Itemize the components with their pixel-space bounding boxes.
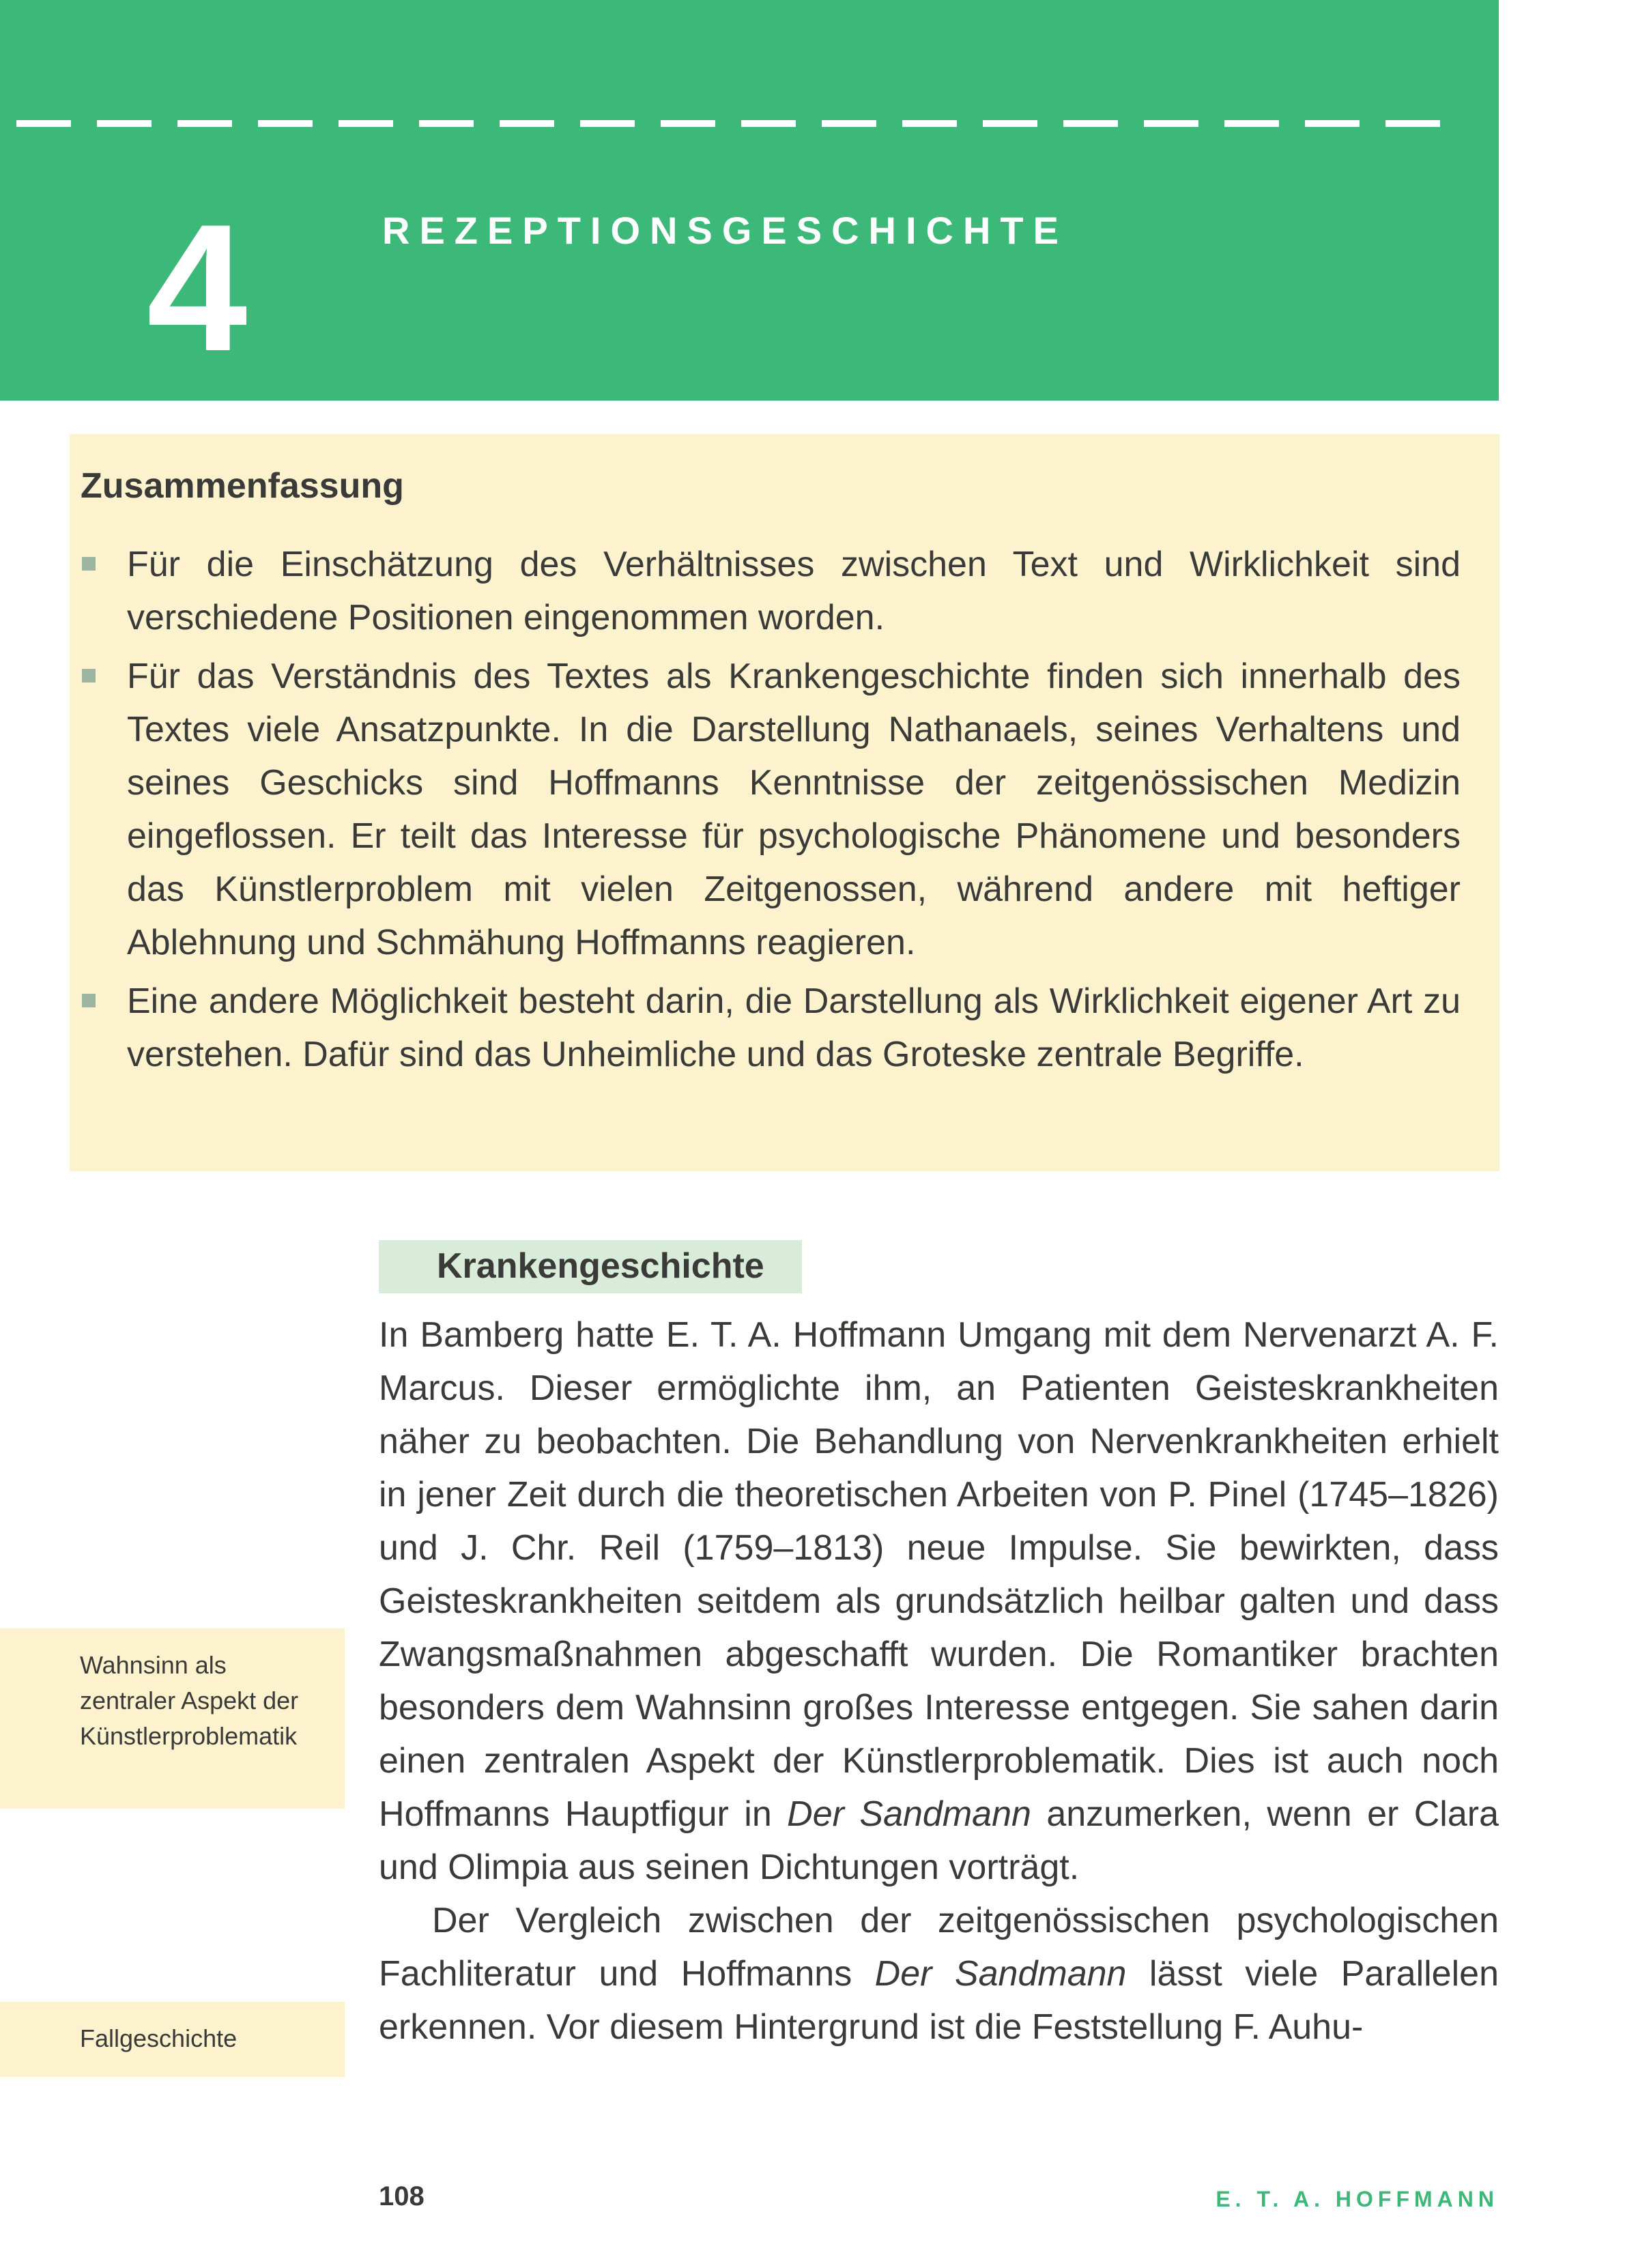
- bullet-square-icon: [82, 557, 96, 571]
- book-title-italic: Der Sandmann: [874, 1954, 1127, 1994]
- chapter-title: REZEPTIONSGESCHICHTE: [382, 209, 1068, 252]
- bullet-square-icon: [82, 994, 96, 1007]
- summary-bullet-item: [81, 650, 1461, 969]
- bullet-square-icon: [82, 669, 96, 683]
- paragraph-text: In Bamberg hatte E. T. A. Hoffmann Umgang mit dem Nervenarzt A. F. Marcus. Dieser ermöglichte ihm, an Patienten Geisteskrankheiten näher zu beobachten. Die Behandlung von Nervenkrankheiten erhielt in jener Zeit durch die theoretischen Arbeiten von P. Pinel (1745–1826) und J. Chr. Reil (1759–1813) neue Impulse. Sie bewirkten, dass Geisteskrankheiten seitdem als grundsätzlich heilbar galten und dass Zwangsmaßnahmen abgeschafft wurden. Die Romantiker brachten besonders dem Wahnsinn großes Interesse entgegen. Sie sahen darin einen zentralen Aspekt der Künstlerproblematik. Dies ist auch noch Hoffmanns Hauptfigur in: [379, 1315, 1499, 1834]
- footer-page-number: 108: [379, 2181, 425, 2211]
- summary-bullet-text: Eine andere Möglichkeit besteht darin, die Darstellung als Wirklichkeit eigener Art zu verstehen. Dafür sind das Unheimliche und das Groteske zentrale Begriffe.: [127, 981, 1461, 1074]
- paragraph-text: lässt viele Parallelen erkennen. Vor diesem Hintergrund ist die Feststellung F. Auhu-: [379, 1954, 1499, 2047]
- summary-list: [81, 538, 1461, 1081]
- main-text-column: [379, 1240, 1499, 2054]
- chapter-number: 4: [147, 187, 248, 389]
- summary-bullet-text: Für das Verständnis des Textes als Krankengeschichte finden sich innerhalb des Textes viele Ansatzpunkte. In die Darstellung Nathanaels, seines Verhaltens und seines Geschicks sind Hoffmanns Kenntnisse der zeitgenössischen Medizin eingeflossen. Er teilt das Interesse für psychologische Phänomene und besonders das Künstlerproblem mit vielen Zeitgenossen, während andere mit heftiger Ablehnung und Schmähung Hoffmanns reagieren.: [127, 657, 1461, 962]
- summary-bullet-item: [81, 975, 1461, 1081]
- section-heading: Krankengeschichte: [379, 1240, 802, 1293]
- summary-box: [70, 434, 1499, 1171]
- book-title-italic: Der Sandmann: [787, 1794, 1031, 1834]
- paragraph-text: anzumerken, wenn er Clara und Olimpia aus seinen Dichtungen vorträgt.: [379, 1794, 1499, 1887]
- summary-title: Zusammenfassung: [81, 466, 404, 506]
- summary-bullet-text: Für die Einschätzung des Verhältnisses zwischen Text und Wirklichkeit sind verschiedene Positionen eingenommen worden.: [127, 545, 1461, 637]
- margin-note-fallgeschichte: Fallgeschichte: [0, 2002, 345, 2077]
- body-paragraph: [379, 1894, 1499, 2054]
- margin-note-wahnsinn: Wahnsinn als zentraler Aspekt der Künstlerproblematik: [0, 1628, 345, 1809]
- dashed-divider: [16, 120, 1443, 127]
- chapter-header-band: [0, 0, 1499, 401]
- footer-book-author: E. T. A. HOFFMANN: [1216, 2187, 1499, 2211]
- body-paragraph: [379, 1308, 1499, 1894]
- summary-bullet-item: [81, 538, 1461, 644]
- paragraph-text: Der Vergleich zwischen der zeitgenössischen psychologischen Fachliteratur und Hoffmanns: [379, 1901, 1499, 1994]
